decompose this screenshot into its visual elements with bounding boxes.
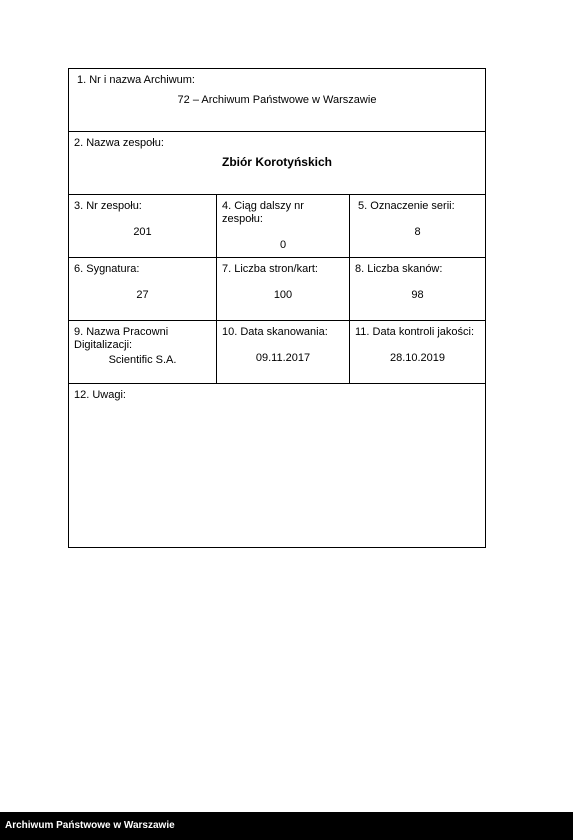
- digitization-row: [69, 321, 485, 384]
- metadata-form: [68, 68, 486, 548]
- notes-row: [69, 384, 485, 547]
- collection-name-row: [69, 132, 485, 195]
- archive-label: 1. Nr i nazwa Archiwum:: [77, 74, 195, 86]
- qc-date-cell: [350, 321, 485, 383]
- archive-value: 72 – Archiwum Państwowe w Warszawie: [177, 94, 377, 106]
- scans-value: 98: [411, 289, 424, 301]
- footer-text: Archiwum Państwowe w Warszawie: [5, 820, 175, 831]
- scan-date-cell: [217, 321, 350, 383]
- continuation-number-value: 0: [279, 239, 287, 251]
- lab-value: Scientific S.A.: [108, 354, 177, 366]
- notes-label: 12. Uwagi:: [74, 389, 126, 401]
- notes-cell: [69, 384, 485, 547]
- collection-name-value: Zbiór Korotyńskich: [221, 155, 332, 169]
- scans-label: 8. Liczba skanów:: [355, 263, 443, 275]
- series-value: 8: [414, 226, 421, 238]
- pages-label: 7. Liczba stron/kart:: [222, 263, 318, 275]
- qc-date-label: 11. Data kontroli jakości:: [355, 326, 475, 338]
- collection-number-value: 201: [133, 226, 152, 238]
- collection-name-cell: [69, 132, 485, 194]
- scans-cell: [350, 258, 485, 320]
- collection-name-label: 2. Nazwa zespołu:: [74, 137, 164, 149]
- continuation-number-cell: [217, 195, 350, 257]
- scan-date-label: 10. Data skanowania:: [222, 326, 328, 338]
- signature-label: 6. Sygnatura:: [74, 263, 140, 275]
- archive-cell: [69, 69, 485, 131]
- series-label: 5. Oznaczenie serii:: [355, 200, 455, 212]
- scan-date-value: 09.11.2017: [255, 352, 311, 364]
- collection-number-cell: [69, 195, 217, 257]
- signature-value: 27: [136, 289, 149, 301]
- lab-label: 9. Nazwa Pracowni Digitalizacji:: [74, 326, 169, 351]
- footer-bar: [0, 812, 573, 840]
- numbers-row: [69, 195, 485, 258]
- pages-value: 100: [273, 289, 293, 301]
- qc-date-value: 28.10.2019: [389, 352, 446, 364]
- lab-cell: [69, 321, 217, 383]
- archive-row: [69, 69, 485, 132]
- series-cell: [350, 195, 485, 257]
- collection-number-label: 3. Nr zespołu:: [74, 200, 142, 212]
- signature-cell: [69, 258, 217, 320]
- counts-row: [69, 258, 485, 321]
- continuation-number-label: 4. Ciąg dalszy nr zespołu:: [222, 200, 304, 225]
- pages-cell: [217, 258, 350, 320]
